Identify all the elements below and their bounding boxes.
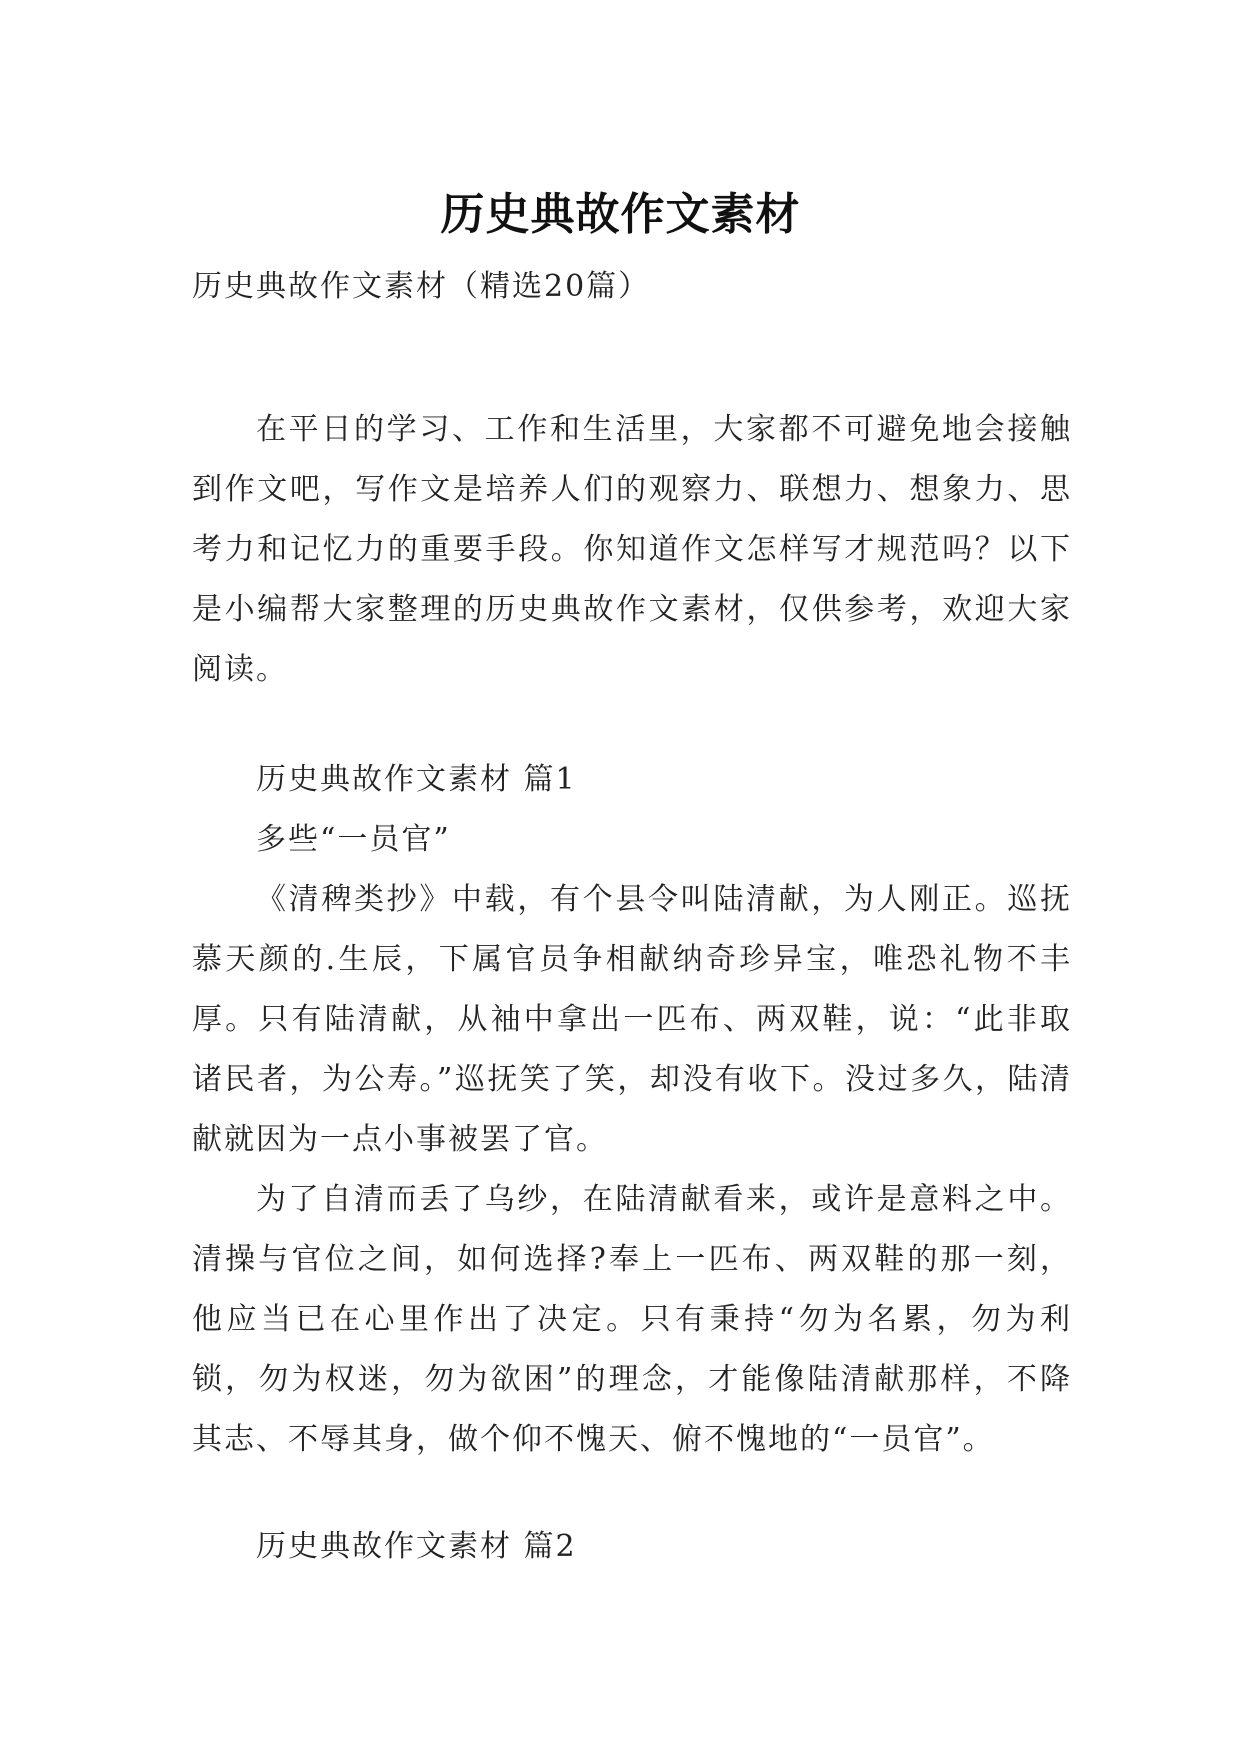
intro-paragraph: 在平日的学习、工作和生活里，大家都不可避免地会接触到作文吧，写作文是培养人们的观察力、联想力、想象力、思考力和记忆力的重要手段。你知道作文怎样写才规范吗？以下是小编帮大家整理的历史典故作文素材，仅供参考，欢迎大家阅读。 bbox=[192, 412, 1072, 687]
document-title: 历史典故作文素材 bbox=[440, 189, 801, 241]
section-heading-1: 历史典故作文素材 篇1 bbox=[256, 762, 577, 797]
document-subtitle: 历史典故作文素材（精选20篇） bbox=[192, 269, 651, 304]
section-1-paragraph-2: 为了自清而丢了乌纱，在陆清献看来，或许是意料之中。清操与官位之间，如何选择?奉上一匹布、两双鞋的那一刻，他应当已在心里作出了决定。只有秉持“勿为名累，勿为利锁，勿为权迷，勿为欲困”的理念，才能像陆清献那样，不降其志、不辱其身，做个仰不愧天、俯不愧地的“一员官”。 bbox=[192, 1182, 1072, 1457]
section-1-paragraph-1: 《清稗类抄》中载，有个县令叫陆清献，为人刚正。巡抚慕天颜的.生辰，下属官员争相献纳奇珍异宝，唯恐礼物不丰厚。只有陆清献，从袖中拿出一匹布、两双鞋，说：“此非取诸民者，为公寿。”巡抚笑了笑，却没有收下。没过多久，陆清献就因为一点小事被罢了官。 bbox=[192, 882, 1072, 1157]
section-heading-2: 历史典故作文素材 篇2 bbox=[256, 1529, 577, 1564]
section-subheading-1: 多些“一员官” bbox=[256, 822, 451, 857]
